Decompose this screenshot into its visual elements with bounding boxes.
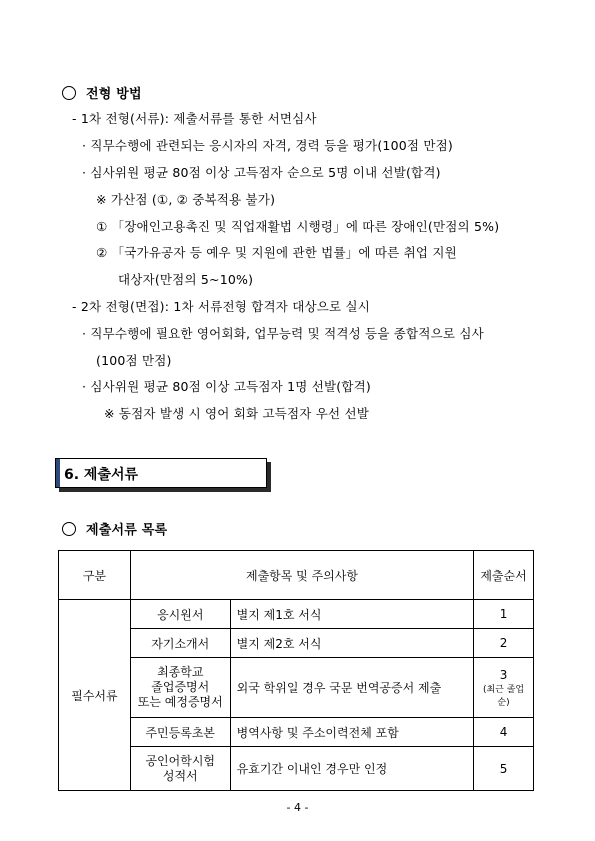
body-line: ① 「장애인고용촉진 및 직업재활법 시행령」에 따른 장애인(만점의 5%) bbox=[96, 219, 500, 234]
category-cell: 필수서류 bbox=[59, 600, 131, 791]
body-line: ② 「국가유공자 등 예우 및 지원에 관한 법률」에 따른 취업 지원 bbox=[96, 245, 457, 260]
body-line: - 2차 전형(면접): 1차 서류전형 합격자 대상으로 실시 bbox=[72, 299, 371, 314]
circle-bullet-icon bbox=[62, 522, 76, 536]
table-row bbox=[59, 718, 534, 747]
order-cell: 4 bbox=[474, 718, 534, 747]
note-cell: 별지 제1호 서식 bbox=[230, 600, 473, 629]
item-cell: 응시원서 bbox=[130, 600, 230, 629]
body-line: ※ 가산점 (①, ② 중복적용 불가) bbox=[96, 192, 276, 207]
documents-table bbox=[58, 550, 534, 791]
order-cell: 2 bbox=[474, 629, 534, 658]
header-category: 구분 bbox=[59, 551, 131, 600]
item-cell: 공인어학시험 성적서 bbox=[130, 747, 230, 791]
header-items: 제출항목 및 주의사항 bbox=[130, 551, 473, 600]
table-header-row bbox=[59, 551, 534, 600]
body-line: 대상자(만점의 5~10%) bbox=[118, 272, 254, 287]
item-cell: 자기소개서 bbox=[130, 629, 230, 658]
circle-bullet-icon bbox=[62, 86, 76, 100]
item-cell: 최종학교 졸업증명서 또는 예정증명서 bbox=[130, 658, 230, 718]
table-row bbox=[59, 747, 534, 791]
body-line: · 직무수행에 관련되는 응시자의 자격, 경력 등을 평가(100점 만점) bbox=[82, 138, 453, 153]
body-line: ※ 동점자 발생 시 영어 회화 고득점자 우선 선발 bbox=[104, 406, 370, 421]
table-row bbox=[59, 600, 534, 629]
body-line: · 심사위원 평균 80점 이상 고득점자 순으로 5명 이내 선발(합격) bbox=[82, 165, 441, 180]
table-row bbox=[59, 658, 534, 718]
header-order: 제출순서 bbox=[474, 551, 534, 600]
note-cell: 외국 학위일 경우 국문 번역공증서 제출 bbox=[230, 658, 473, 718]
order-note: (최근 졸업순) bbox=[482, 684, 525, 708]
order-cell: 1 bbox=[474, 600, 534, 629]
body-line: · 직무수행에 필요한 영어회화, 업무능력 및 적격성 등을 종합적으로 심사 bbox=[82, 326, 484, 341]
note-cell: 병역사항 및 주소이력전체 포함 bbox=[230, 718, 473, 747]
note-cell: 유효기간 이내인 경우만 인정 bbox=[230, 747, 473, 791]
order-cell: 5 bbox=[474, 747, 534, 791]
note-cell: 별지 제2호 서식 bbox=[230, 629, 473, 658]
body-line: · 심사위원 평균 80점 이상 고득점자 1명 선발(합격) bbox=[82, 379, 371, 394]
body-line: (100점 만점) bbox=[96, 353, 172, 368]
section-title: 6. 제출서류 bbox=[64, 467, 139, 483]
body-line: - 1차 전형(서류): 제출서류를 통한 서면심사 bbox=[72, 111, 317, 126]
section-accent-bar bbox=[56, 459, 60, 487]
page-number: - 4 - bbox=[286, 801, 309, 814]
item-cell: 주민등록초본 bbox=[130, 718, 230, 747]
list-heading: 제출서류 목록 bbox=[62, 522, 167, 539]
section-title-box bbox=[55, 458, 267, 488]
order-cell: 3 (최근 졸업순) bbox=[474, 658, 534, 718]
method-heading: 전형 방법 bbox=[62, 86, 142, 103]
table-row bbox=[59, 629, 534, 658]
